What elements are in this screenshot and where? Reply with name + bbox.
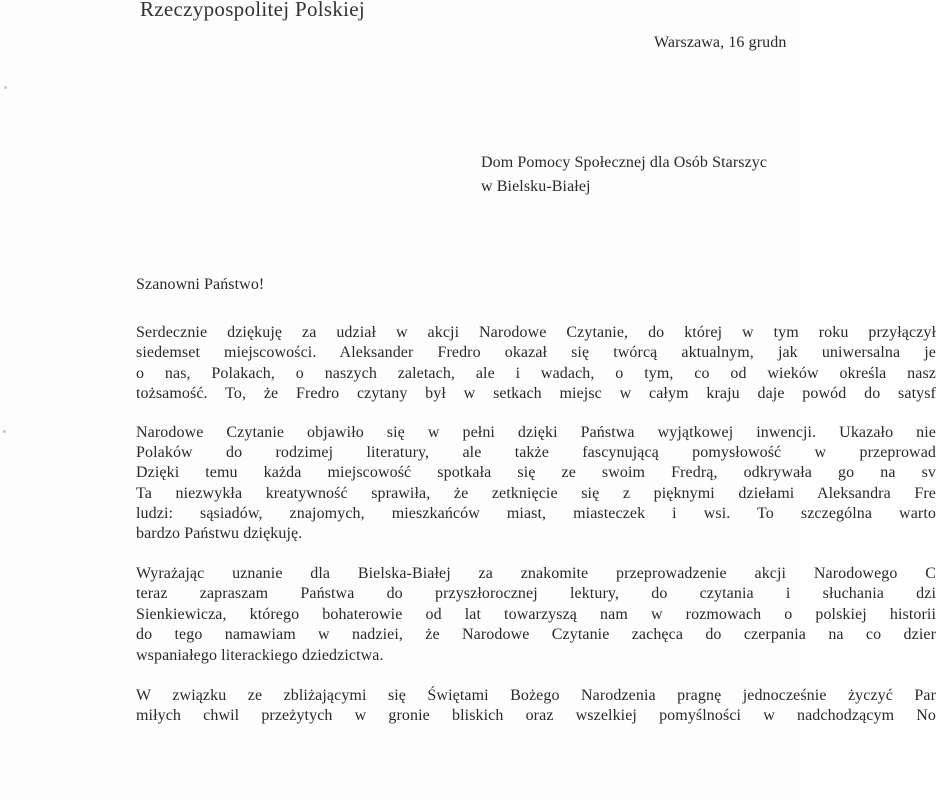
paragraph-2-line-1: Narodowe Czytanie objawiło się w pełni dzięki Państwa wyjątkowej inwencji. Ukazało nie [136, 424, 936, 441]
paragraph-4-line-1: W związku ze zbliżającymi się Świętami Bożego Narodzenia pragnę jednocześnie życzyć Par [136, 687, 936, 704]
place-date: Warszawa, 16 grudn [654, 34, 787, 51]
paragraph-4-line-2: miłych chwil przeżytych w gronie bliskich oraz wszelkiej pomyślności w nadchodzącym No [136, 707, 936, 724]
recipient-line-1: Dom Pomocy Społecznej dla Osób Starszyc [481, 154, 768, 171]
paragraph-2-line-3: Dzięki temu każda miejscowość spotkała się ze swoim Fredrą, odkrywała go na sv [136, 464, 936, 481]
paragraph-2-line-2: Polaków do rodzimej literatury, ale także fascynującą pomysłowość w przeprowad [136, 444, 936, 461]
scan-speck [3, 430, 6, 433]
paragraph-2-line-5: ludzi: sąsiadów, znajomych, mieszkańców miast, miasteczek i wsi. To szczególna warto [136, 505, 936, 522]
scan-speck [4, 86, 7, 89]
paragraph-3-line-1: Wyrażając uznanie dla Bielska-Białej za znakomite przeprowadzenie akcji Narodowego C [136, 565, 936, 582]
paragraph-2-line-6: bardzo Państwu dziękuję. [136, 525, 303, 542]
recipient-line-2: w Bielsku-Białej [481, 178, 591, 195]
paragraph-3-line-5: wspaniałego literackiego dziedzictwa. [136, 647, 384, 664]
paragraph-3-line-2: teraz zapraszam Państwa do przyszłorocznej lektury, do czytania i słuchania dzi [136, 585, 936, 602]
paragraph-3-line-4: do tego namawiam w nadziei, że Narodowe Czytanie zachęca do czerpania na co dzier [136, 626, 936, 643]
letterhead-institution: Rzeczypospolitej Polskiej [140, 0, 366, 21]
paragraph-1-line-2: siedemset miejscowości. Aleksander Fredro okazał się twórcą aktualnym, jak uniwersalna je [136, 344, 936, 361]
salutation: Szanowni Państwo! [136, 276, 265, 293]
paragraph-1-line-1: Serdecznie dziękuję za udział w akcji Narodowe Czytanie, do której w tym roku przyłączył [136, 324, 936, 341]
paragraph-1-line-3: o nas, Polakach, o naszych zaletach, ale i wadach, o tym, co od wieków określa nasz [136, 365, 936, 382]
paragraph-1-line-4: tożsamość. To, że Fredro czytany był w setkach miejsc w całym kraju daje powód do satysf [136, 385, 936, 402]
paragraph-3-line-3: Sienkiewicza, którego bohaterowie od lat towarzyszą nam w rozmowach o polskiej historii [136, 606, 936, 623]
paragraph-2-line-4: Ta niezwykła kreatywność sprawiła, że zetknięcie się z pięknymi dziełami Aleksandra Fre [136, 485, 936, 502]
